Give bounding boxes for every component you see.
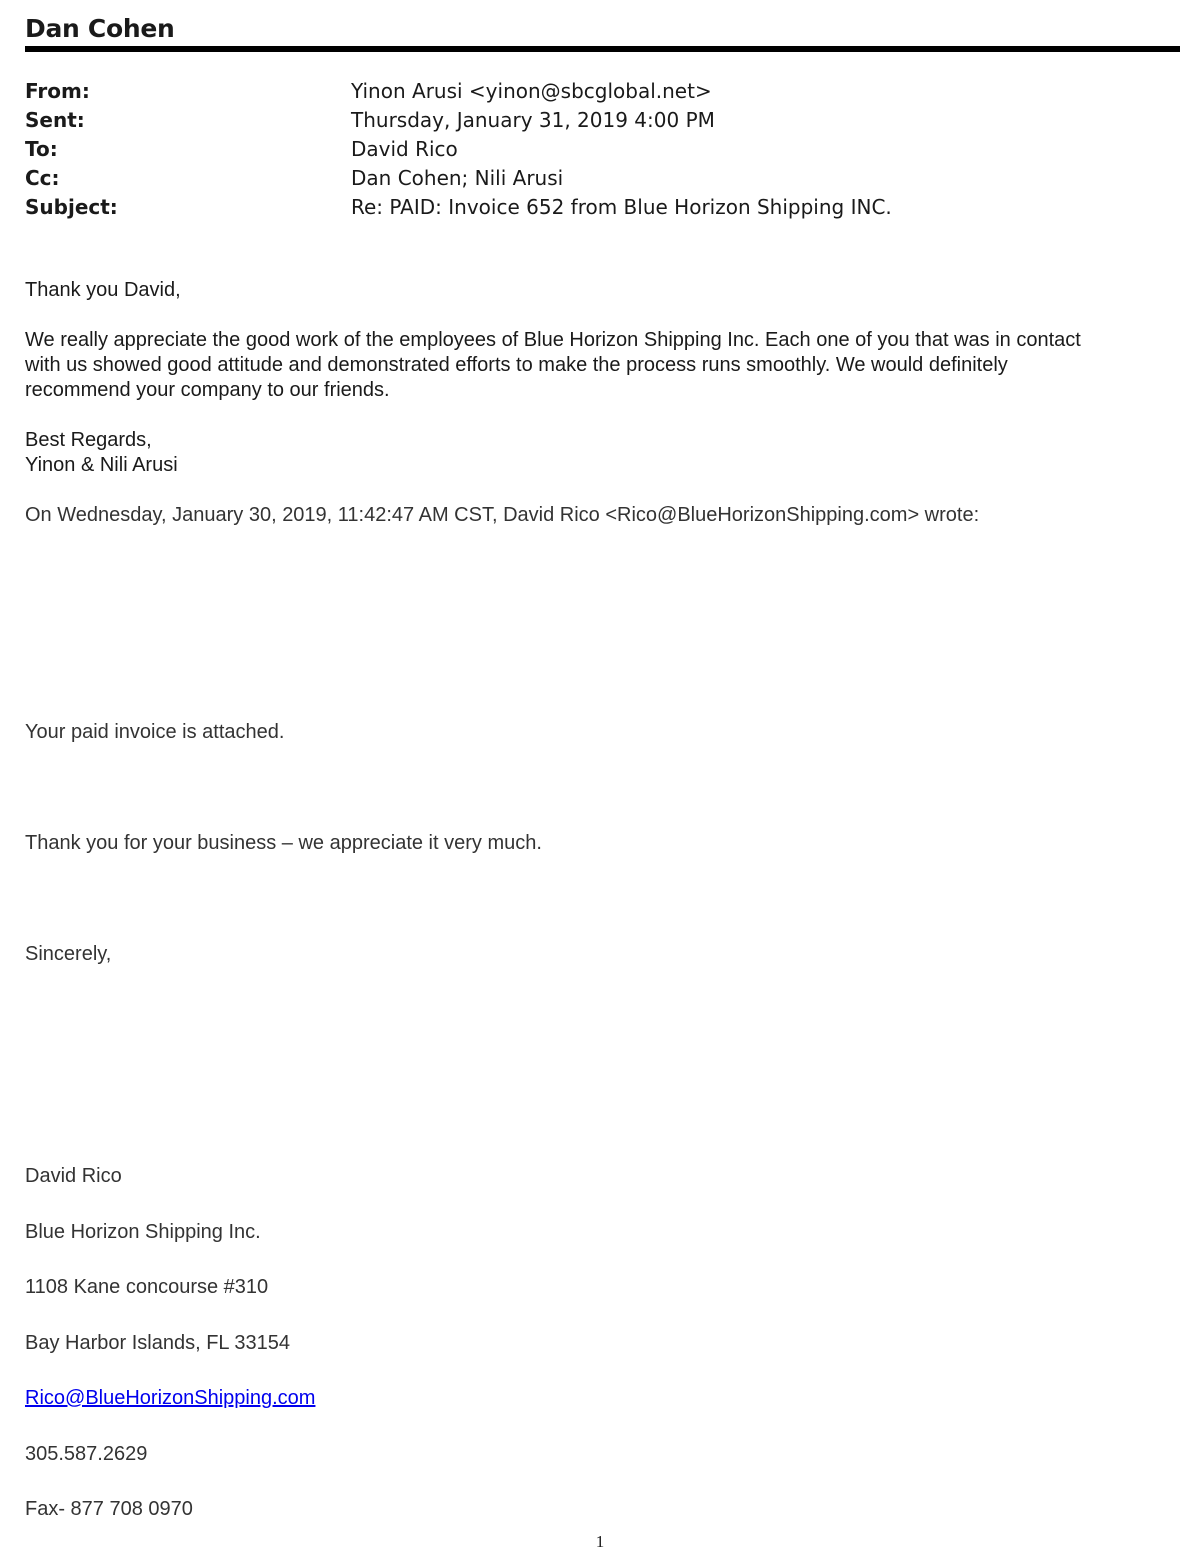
- sent-label: Sent:: [25, 108, 85, 132]
- cc-label: Cc:: [25, 166, 60, 190]
- reply-paragraph-line-3: recommend your company to our friends.: [25, 379, 390, 401]
- signature-address-line-1: 1108 Kane concourse #310: [25, 1276, 269, 1298]
- signature-address-line-2: Bay Harbor Islands, FL 33154: [25, 1332, 290, 1354]
- signature-company: Blue Horizon Shipping Inc.: [25, 1221, 261, 1243]
- signature-phone: 305.587.2629: [25, 1443, 148, 1465]
- cc-value: Dan Cohen; Nili Arusi: [351, 166, 564, 190]
- mailbox-owner-name: Dan Cohen: [25, 14, 175, 43]
- reply-paragraph-line-2: with us showed good attitude and demonstrated efforts to make the process runs smoothly. We would definitely: [25, 354, 1008, 376]
- signature-email-row: [25, 1386, 315, 1411]
- original-message-line-1: Your paid invoice is attached.: [25, 721, 285, 743]
- subject-value: Re: PAID: Invoice 652 from Blue Horizon Shipping INC.: [351, 195, 892, 219]
- original-message-closing: Sincerely,: [25, 943, 112, 965]
- reply-greeting: Thank you David,: [25, 279, 181, 301]
- reply-signature: Yinon & Nili Arusi: [25, 454, 178, 476]
- reply-paragraph-line-1: We really appreciate the good work of the employees of Blue Horizon Shipping Inc. Each one of you that was in contact: [25, 329, 1081, 351]
- reply-closing: Best Regards,: [25, 429, 152, 451]
- quoted-message-intro: On Wednesday, January 30, 2019, 11:42:47 AM CST, David Rico <Rico@BlueHorizonShipping.com> wrote:: [25, 504, 980, 526]
- subject-label: Subject:: [25, 195, 118, 219]
- to-value: David Rico: [351, 137, 458, 161]
- page-number: 1: [595, 1532, 605, 1551]
- original-message-line-2: Thank you for your business – we appreciate it very much.: [25, 832, 542, 854]
- signature-fax: Fax- 877 708 0970: [25, 1498, 193, 1520]
- from-value: Yinon Arusi <yinon@sbcglobal.net>: [351, 79, 712, 103]
- header-divider: [25, 46, 1180, 52]
- from-label: From:: [25, 79, 90, 103]
- signature-name: David Rico: [25, 1165, 122, 1187]
- to-label: To:: [25, 137, 58, 161]
- signature-email-link[interactable]: Rico@BlueHorizonShipping.com: [25, 1387, 316, 1409]
- sent-value: Thursday, January 31, 2019 4:00 PM: [351, 108, 715, 132]
